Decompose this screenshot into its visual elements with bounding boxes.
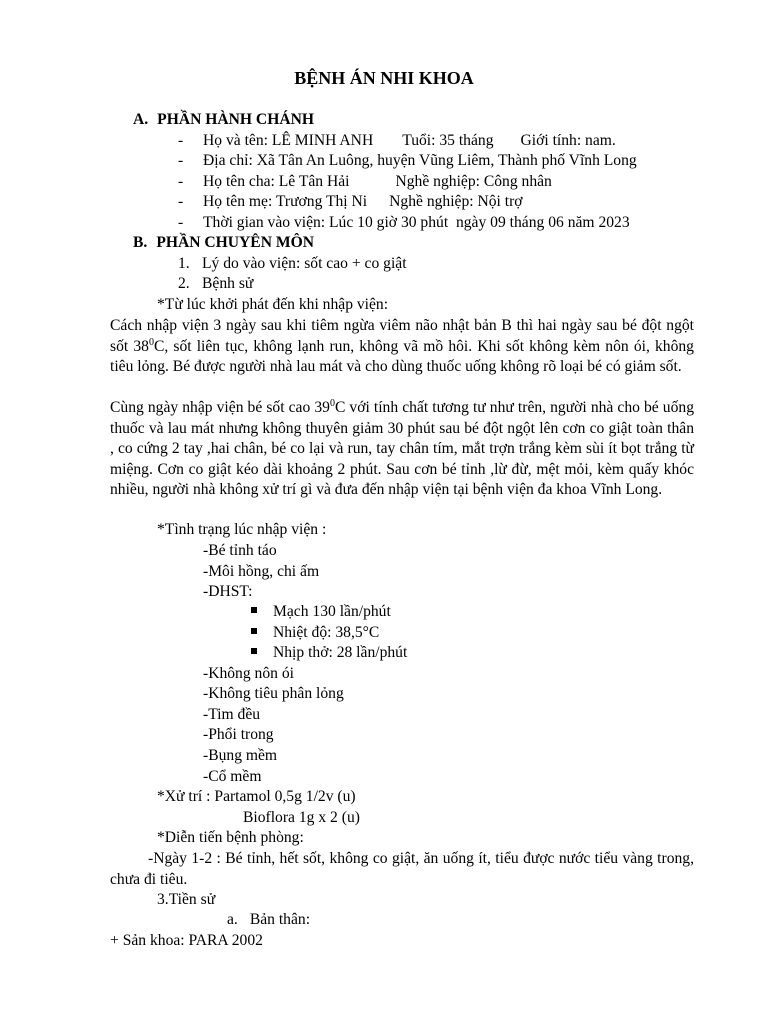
square-bullet-icon xyxy=(251,648,257,654)
vital-sign-item xyxy=(251,602,391,623)
dash-marker: - xyxy=(178,173,184,190)
address-line xyxy=(178,151,637,172)
admission-day-text-b: C với tính chất tương tư như trên, người nhà cho bé uống thuốc và lau mát nhưng không thuyên giảm 30 phút sau bé đột ngột lên cơn co giật toàn thân , co cứng 2 tay ,hai chân, bé co lại và run, tay chân tím, mắt trợn trắng kèm sùi ít bọt trắng từ miệng. Cơn co giật kéo dài khoảng 2 phút. Sau cơn bé tỉnh ,lừ đừ, mệt mỏi, kèm quấy khóc nhiều, người nhà không xử trí gì và đưa đến nhập viện tại bệnh viện đa khoa Vĩnh Long. xyxy=(110,399,694,498)
patient-name: Họ và tên: LÊ MINH ANH xyxy=(203,132,374,149)
status-line: -DHST: xyxy=(203,583,253,600)
onset-paragraph xyxy=(110,316,694,378)
section-a-heading xyxy=(133,110,314,131)
onset-heading: *Từ lúc khởi phát đến khi nhập viện: xyxy=(157,296,389,313)
history-text: Bệnh sử xyxy=(202,275,254,292)
mother-occupation: Nghề nghiệp: Nội trợ xyxy=(389,193,523,210)
section-b-title: PHẦN CHUYÊN MÔN xyxy=(156,234,314,251)
status-line: -Phổi trong xyxy=(203,726,274,743)
treatment-line: *Xử trí : Partamol 0,5g 1/2v (u) xyxy=(157,788,356,805)
mother-name: Họ tên mẹ: Trương Thị Ni xyxy=(203,193,368,210)
status-line: -Môi hồng, chi ấm xyxy=(203,563,320,580)
status-line: -Bé tỉnh táo xyxy=(203,542,277,559)
mother-line xyxy=(178,192,523,213)
list-number: 1. xyxy=(178,255,190,272)
dash-marker: - xyxy=(178,214,184,231)
reason-text: Lý do vào viện: sốt cao + co giật xyxy=(202,255,407,272)
vital-pulse: Mạch 130 lần/phút xyxy=(273,603,391,620)
father-occupation: Nghề nghiệp: Công nhân xyxy=(395,173,552,190)
vital-sign-item xyxy=(251,643,407,664)
section-b-heading xyxy=(133,233,314,254)
section-a-label: A. xyxy=(133,111,149,128)
status-line: -Tim đều xyxy=(203,706,261,723)
treatment-line: Bioflora 1g x 2 (u) xyxy=(243,809,360,826)
vital-respiration: Nhịp thở: 28 lần/phút xyxy=(273,644,408,661)
admission-status-heading: *Tình trạng lúc nhập viện : xyxy=(157,521,327,538)
dash-marker: - xyxy=(178,132,184,149)
vital-sign-item xyxy=(251,623,379,644)
admission-time-line xyxy=(178,213,630,234)
obstetric-history-line: + Sản khoa: PARA 2002 xyxy=(110,932,263,949)
square-bullet-icon xyxy=(251,628,257,634)
admission-time: Thời gian vào viện: Lúc 10 giờ 30 phút ngày 09 tháng 06 năm 2023 xyxy=(203,214,630,231)
history-line xyxy=(178,274,253,295)
reason-line xyxy=(178,254,407,275)
patient-gender: Giới tính: nam. xyxy=(520,132,616,149)
status-line: -Không nôn ói xyxy=(203,665,294,682)
admission-day-text-a: Cùng ngày nhập viện bé sốt cao 39 xyxy=(110,399,330,416)
degree-sup: 0 xyxy=(148,336,154,348)
patient-info-line xyxy=(178,131,616,152)
status-line: -Không tiêu phân lỏng xyxy=(203,685,344,702)
onset-text-b: C, sốt liên tục, không lạnh run, không vã mồ hôi. Khi sốt không kèm nôn ói, không tiêu lỏng. Bé được người nhà lau mát và cho dùng thuốc uống không rõ loại bé có giảm sốt. xyxy=(110,337,694,375)
square-bullet-icon xyxy=(251,607,257,613)
personal-history-line xyxy=(227,910,310,931)
dash-marker: - xyxy=(178,193,184,210)
onset-text-a: Cách nhập viện 3 ngày sau khi tiêm ngừa viêm não nhật bản B thì hai ngày sau bé đột ngột sốt 38 xyxy=(110,317,694,355)
vital-temperature: Nhiệt độ: 38,5°C xyxy=(273,624,380,641)
degree-sup: 0 xyxy=(329,397,335,409)
section-b-label: B. xyxy=(133,234,148,251)
document-title: BỆNH ÁN NHI KHOA xyxy=(294,68,474,88)
father-name: Họ tên cha: Lê Tân Hải xyxy=(203,173,350,190)
status-line: -Bụng mềm xyxy=(203,747,278,764)
admission-day-paragraph xyxy=(110,398,694,501)
father-line xyxy=(178,172,552,193)
section-a-title: PHẦN HÀNH CHÁNH xyxy=(157,111,314,128)
status-line: -Cổ mềm xyxy=(203,768,262,785)
past-history-heading: 3.Tiền sử xyxy=(157,891,216,908)
sub-text: Bản thân: xyxy=(249,911,311,928)
patient-age: Tuổi: 35 tháng xyxy=(402,132,494,149)
progress-heading: *Diễn tiến bệnh phòng: xyxy=(157,829,304,846)
dash-marker: - xyxy=(178,152,184,169)
patient-address: Địa chỉ: Xã Tân An Luông, huyện Vũng Liêm, Thành phố Vĩnh Long xyxy=(203,152,637,169)
progress-paragraph: -Ngày 1-2 : Bé tỉnh, hết sốt, không co giật, ăn uống ít, tiểu được nước tiểu vàng trong, chưa đi tiêu. xyxy=(110,850,694,888)
list-number: 2. xyxy=(178,275,190,292)
sub-label: a. xyxy=(227,911,238,928)
